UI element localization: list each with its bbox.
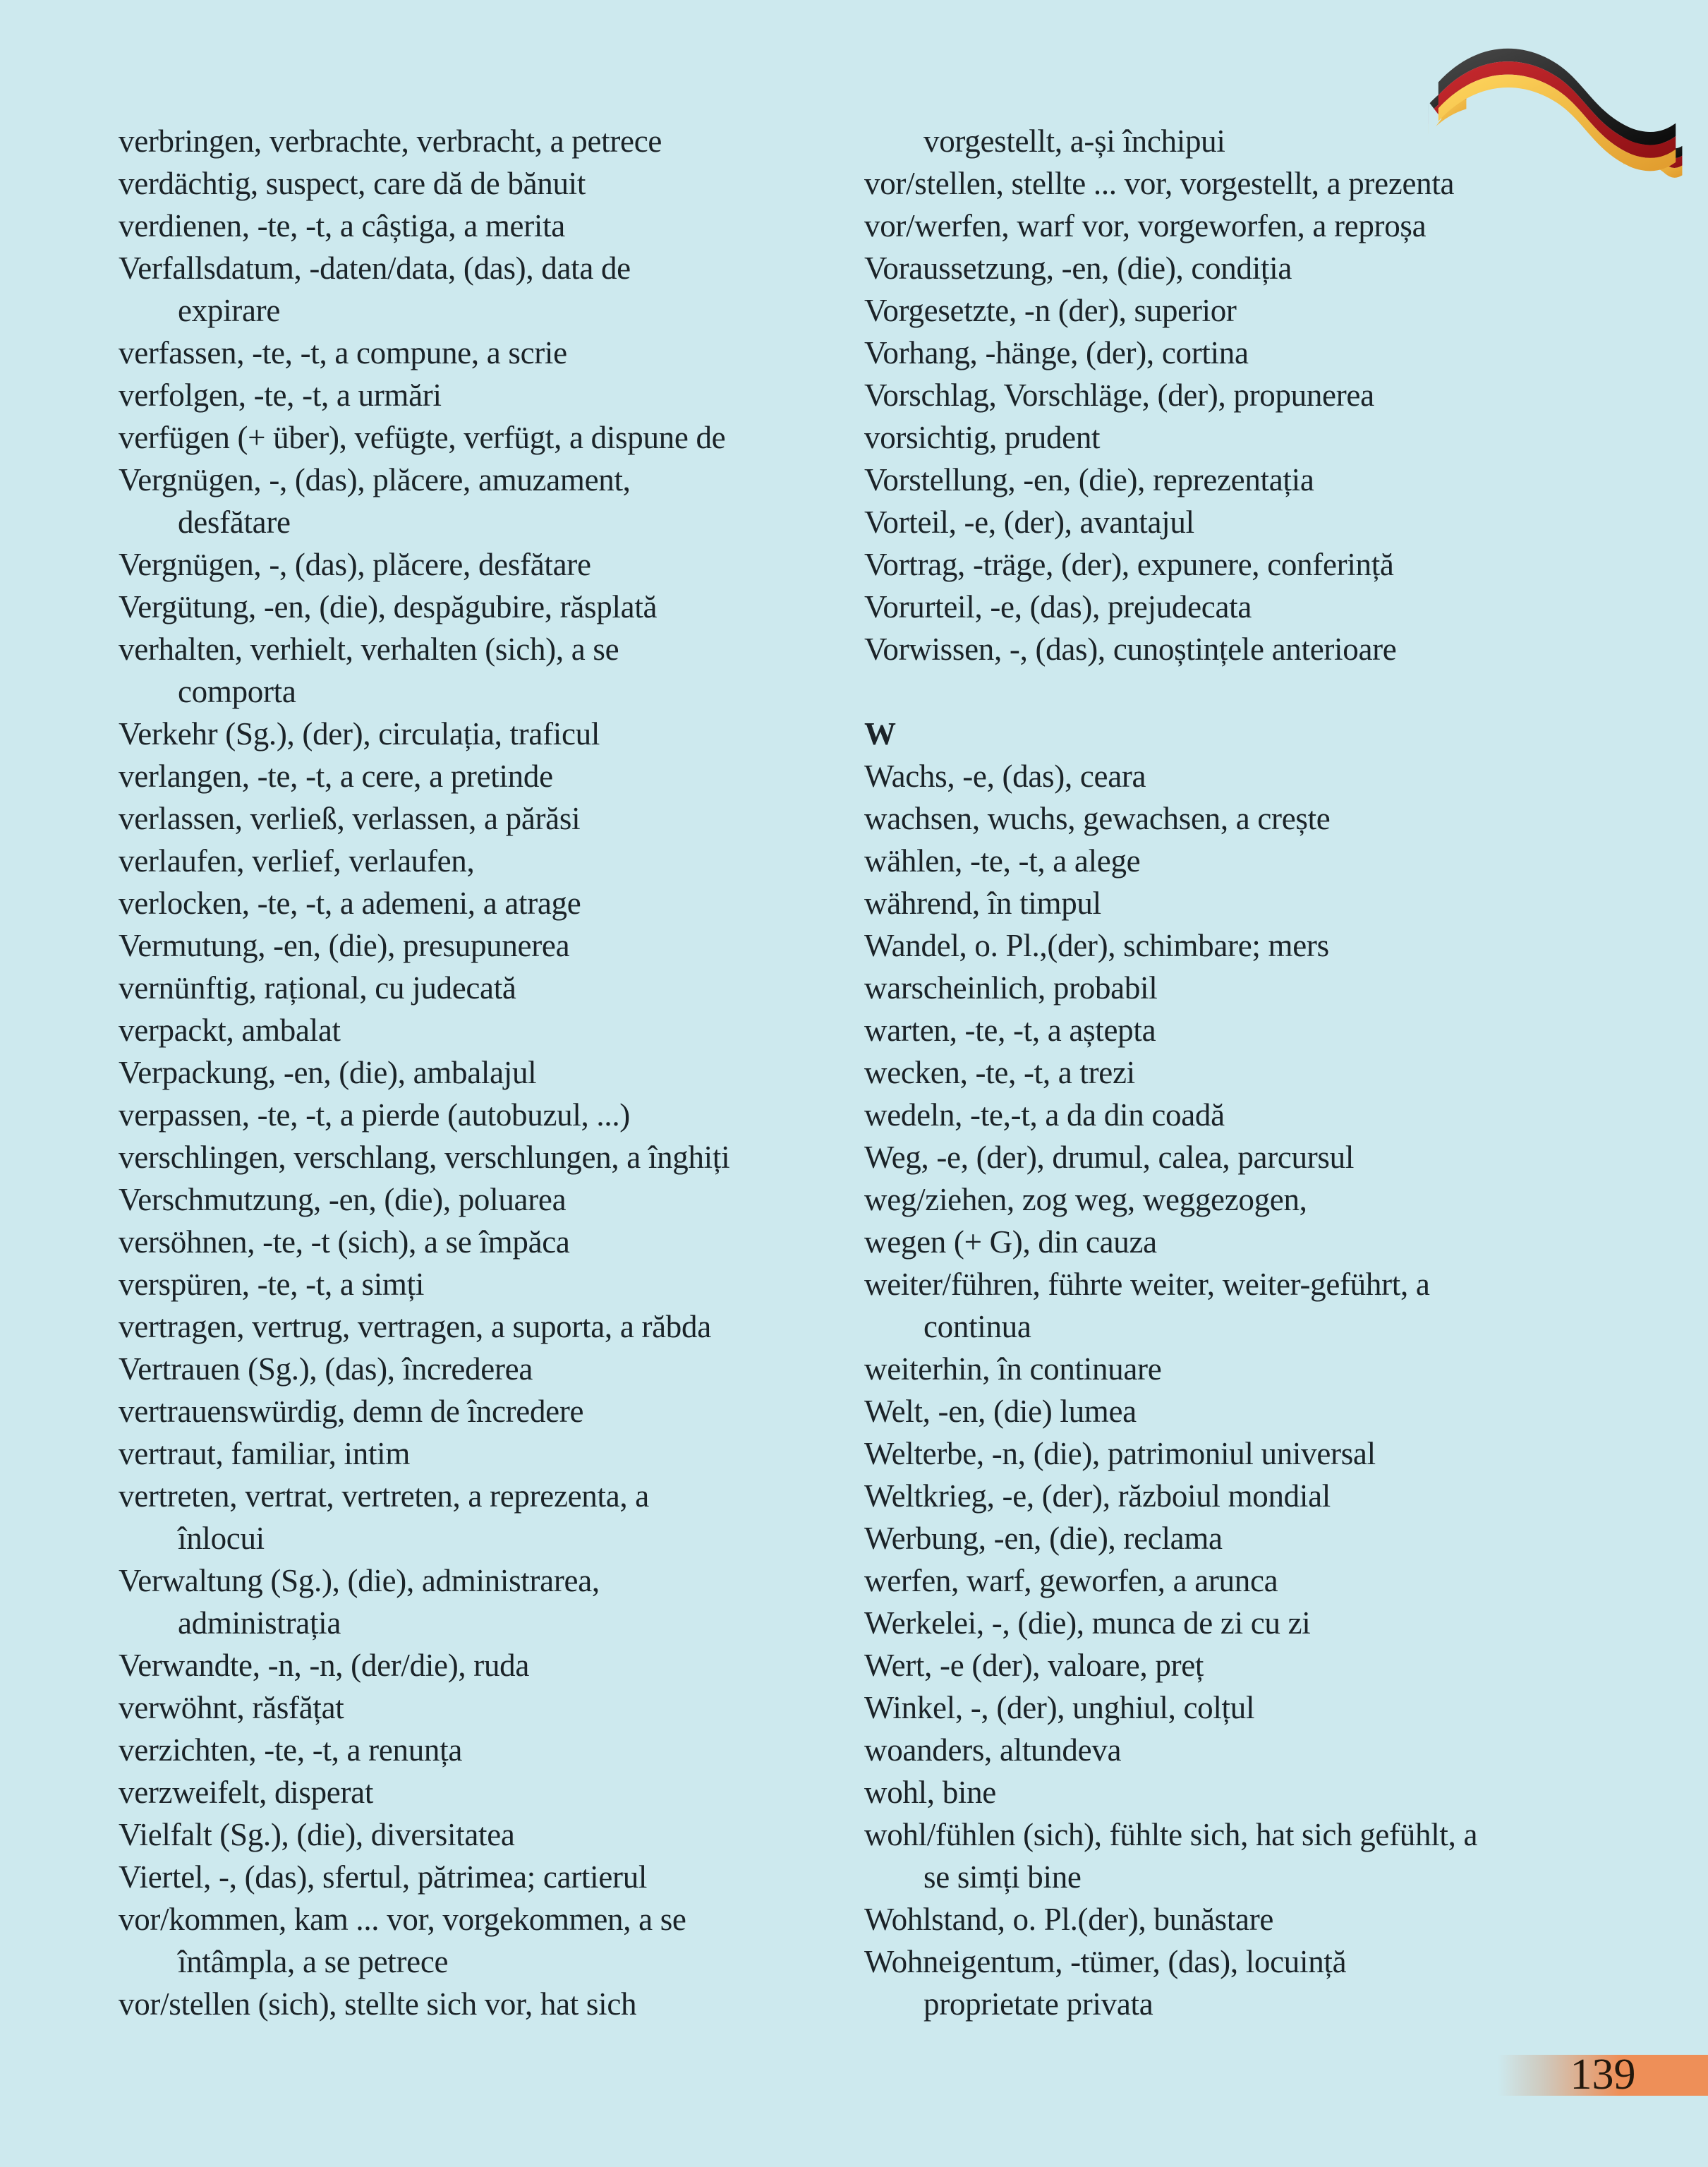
dictionary-entry-line: vor/stellen (sich), stellte sich vor, hat sich <box>119 1986 637 2022</box>
dictionary-entry-line: verfügen (+ über), vefügte, verfügt, a dispune de <box>119 420 726 455</box>
dictionary-entry-line: weg/ziehen, zog weg, weggezogen, <box>864 1182 1307 1217</box>
dictionary-entry-line: vor/werfen, warf vor, vorgeworfen, a reproșa <box>864 208 1427 243</box>
dictionary-entry-line: Welt, -en, (die) lumea <box>864 1394 1137 1429</box>
dictionary-entry-line: woanders, altundeva <box>864 1732 1122 1768</box>
dictionary-entry-line: Wohlstand, o. Pl.(der), bunăstare <box>864 1902 1274 1937</box>
dictionary-entry-line: Wohneigentum, -tümer, (das), locuință <box>864 1944 1347 1979</box>
dictionary-entry-line: verlaufen, verlief, verlaufen, <box>119 843 475 879</box>
dictionary-entry-line: verzichten, -te, -t, a renunța <box>119 1732 462 1768</box>
dictionary-entry-line: verhalten, verhielt, verhalten (sich), a se <box>119 632 619 667</box>
page-number: 139 <box>1570 2051 1636 2099</box>
dictionary-entry-line: înlocui <box>178 1521 265 1556</box>
dictionary-entry-line: Vergütung, -en, (die), despăgubire, răsplată <box>119 589 658 624</box>
page-number-bar <box>1498 2051 1708 2099</box>
dictionary-entry-line: proprietate privata <box>923 1986 1153 2022</box>
dictionary-entry-line: desfătare <box>178 505 291 540</box>
dictionary-entry-line: Vorteil, -e, (der), avantajul <box>864 505 1194 540</box>
dictionary-entry-line <box>864 670 1704 713</box>
dictionary-entry-line: Voraussetzung, -en, (die), condiția <box>864 250 1292 286</box>
dictionary-entry-line: Vorschlag, Vorschläge, (der), propunerea <box>864 378 1374 413</box>
dictionary-entry-line: Verfallsdatum, -daten/data, (das), data de <box>119 250 631 286</box>
dictionary-entry-line: Wachs, -e, (das), ceara <box>864 759 1146 794</box>
dictionary-entry-line: vorgestellt, a-și închipui <box>923 123 1225 159</box>
dictionary-entry-line: Welterbe, -n, (die), patrimoniul universal <box>864 1436 1376 1471</box>
dictionary-entry-line: se simți bine <box>923 1859 1082 1895</box>
dictionary-entry-line: wecken, -te, -t, a trezi <box>864 1055 1135 1090</box>
dictionary-entry-line: administrația <box>178 1605 341 1641</box>
dictionary-entry-line: verfassen, -te, -t, a compune, a scrie <box>119 335 567 370</box>
dictionary-entry-line: verbringen, verbrachte, verbracht, a petrece <box>119 123 662 159</box>
dictionary-entry-line: wedeln, -te,-t, a da din coadă <box>864 1097 1225 1133</box>
dictionary-entry-line: întâmpla, a se petrece <box>178 1944 449 1979</box>
dictionary-entry-line: Vorstellung, -en, (die), reprezentația <box>864 462 1314 497</box>
dictionary-entry-line: verwöhnt, răsfățat <box>119 1690 344 1725</box>
dictionary-entry-line: vernünftig, rațional, cu judecată <box>119 970 516 1006</box>
dictionary-entry-line: Vergnügen, -, (das), plăcere, desfătare <box>119 547 591 582</box>
dictionary-entry-line: Verpackung, -en, (die), ambalajul <box>119 1055 537 1090</box>
dictionary-entry-line: vor/kommen, kam ... vor, vorgekommen, a se <box>119 1902 686 1937</box>
dictionary-entry-line: comporta <box>178 674 296 709</box>
dictionary-entry-line: Vortrag, -träge, (der), expunere, conferință <box>864 547 1394 582</box>
dictionary-entry-line: Vermutung, -en, (die), presupunerea <box>119 928 570 963</box>
dictionary-entry-line: Weg, -e, (der), drumul, calea, parcursul <box>864 1140 1355 1175</box>
dictionary-entry-line: wohl, bine <box>864 1775 996 1810</box>
dictionary-entry-line: vertrauenswürdig, demn de încredere <box>119 1394 584 1429</box>
dictionary-entry-line: Winkel, -, (der), unghiul, colțul <box>864 1690 1255 1725</box>
dictionary-entry-line: vorsichtig, prudent <box>864 420 1101 455</box>
dictionary-entry-line: Vorhang, -hänge, (der), cortina <box>864 335 1249 370</box>
dictionary-entry-line: Weltkrieg, -e, (der), războiul mondial <box>864 1478 1331 1514</box>
dictionary-entry-line: wohl/fühlen (sich), fühlte sich, hat sich gefühlt, a <box>864 1817 1478 1852</box>
dictionary-entry-line: verpassen, -te, -t, a pierde (autobuzul, ...) <box>119 1097 630 1133</box>
dictionary-entry-line: während, în timpul <box>864 886 1101 921</box>
dictionary-entry-line: vertragen, vertrug, vertragen, a suporta, a răbda <box>119 1309 711 1344</box>
dictionary-entry-line: wachsen, wuchs, gewachsen, a crește <box>864 801 1331 836</box>
vocabulary-column-left <box>119 120 873 2025</box>
dictionary-entry-line: vertraut, familiar, intim <box>119 1436 411 1471</box>
dictionary-entry-line: verlocken, -te, -t, a ademeni, a atrage <box>119 886 581 921</box>
dictionary-entry-line: wählen, -te, -t, a alege <box>864 843 1141 879</box>
dictionary-entry-line: verlangen, -te, -t, a cere, a pretinde <box>119 759 553 794</box>
dictionary-entry-line: Vorgesetzte, -n (der), superior <box>864 293 1237 328</box>
dictionary-entry-line: weiter/führen, führte weiter, weiter-geführt, a <box>864 1267 1430 1302</box>
dictionary-entry-line: verschlingen, verschlang, verschlungen, a înghiți <box>119 1140 730 1175</box>
dictionary-entry-line: Vergnügen, -, (das), plăcere, amuzament, <box>119 462 631 497</box>
section-heading: W <box>864 716 896 751</box>
dictionary-entry-line: Werbung, -en, (die), reclama <box>864 1521 1223 1556</box>
dictionary-entry-line: verspüren, -te, -t, a simți <box>119 1267 425 1302</box>
dictionary-entry-line: werfen, warf, geworfen, a arunca <box>864 1563 1278 1598</box>
dictionary-entry-line: verdächtig, suspect, care dă de bănuit <box>119 166 586 201</box>
dictionary-entry-line: Vorwissen, -, (das), cunoștințele anterioare <box>864 632 1397 667</box>
dictionary-entry-line: verlassen, verließ, verlassen, a părăsi <box>119 801 581 836</box>
dictionary-entry-line: verdienen, -te, -t, a câștiga, a merita <box>119 208 565 243</box>
dictionary-entry-line: Werkelei, -, (die), munca de zi cu zi <box>864 1605 1311 1641</box>
vocabulary-column-right <box>864 120 1704 2025</box>
dictionary-entry-line: warscheinlich, probabil <box>864 970 1158 1006</box>
dictionary-entry-line: Verwaltung (Sg.), (die), administrarea, <box>119 1563 600 1598</box>
dictionary-entry-line: Vorurteil, -e, (das), prejudecata <box>864 589 1252 624</box>
dictionary-entry-line: Verwandte, -n, -n, (der/die), ruda <box>119 1648 530 1683</box>
dictionary-entry-line: vor/stellen, stellte ... vor, vorgestellt, a prezenta <box>864 166 1455 201</box>
dictionary-entry-line: Vertrauen (Sg.), (das), încrederea <box>119 1351 533 1387</box>
dictionary-entry-line: verfolgen, -te, -t, a urmări <box>119 378 442 413</box>
dictionary-entry-line: wegen (+ G), din cauza <box>864 1224 1157 1260</box>
dictionary-entry-line: vertreten, vertrat, vertreten, a reprezenta, a <box>119 1478 649 1514</box>
dictionary-entry-line: Viertel, -, (das), sfertul, pătrimea; cartierul <box>119 1859 648 1895</box>
dictionary-entry-line: expirare <box>178 293 280 328</box>
dictionary-entry-line: continua <box>923 1309 1031 1344</box>
dictionary-entry-line: weiterhin, în continuare <box>864 1351 1162 1387</box>
dictionary-entry-line: Vielfalt (Sg.), (die), diversitatea <box>119 1817 515 1852</box>
dictionary-entry-line: warten, -te, -t, a aștepta <box>864 1013 1156 1048</box>
dictionary-entry-line: verpackt, ambalat <box>119 1013 341 1048</box>
dictionary-entry-line: Verschmutzung, -en, (die), poluarea <box>119 1182 567 1217</box>
dictionary-entry-line: Wert, -e (der), valoare, preț <box>864 1648 1204 1683</box>
dictionary-entry-line: Wandel, o. Pl.,(der), schimbare; mers <box>864 928 1329 963</box>
dictionary-entry-line: verzweifelt, disperat <box>119 1775 374 1810</box>
dictionary-entry-line: Verkehr (Sg.), (der), circulația, traficul <box>119 716 600 751</box>
dictionary-entry-line: versöhnen, -te, -t (sich), a se împăca <box>119 1224 570 1260</box>
